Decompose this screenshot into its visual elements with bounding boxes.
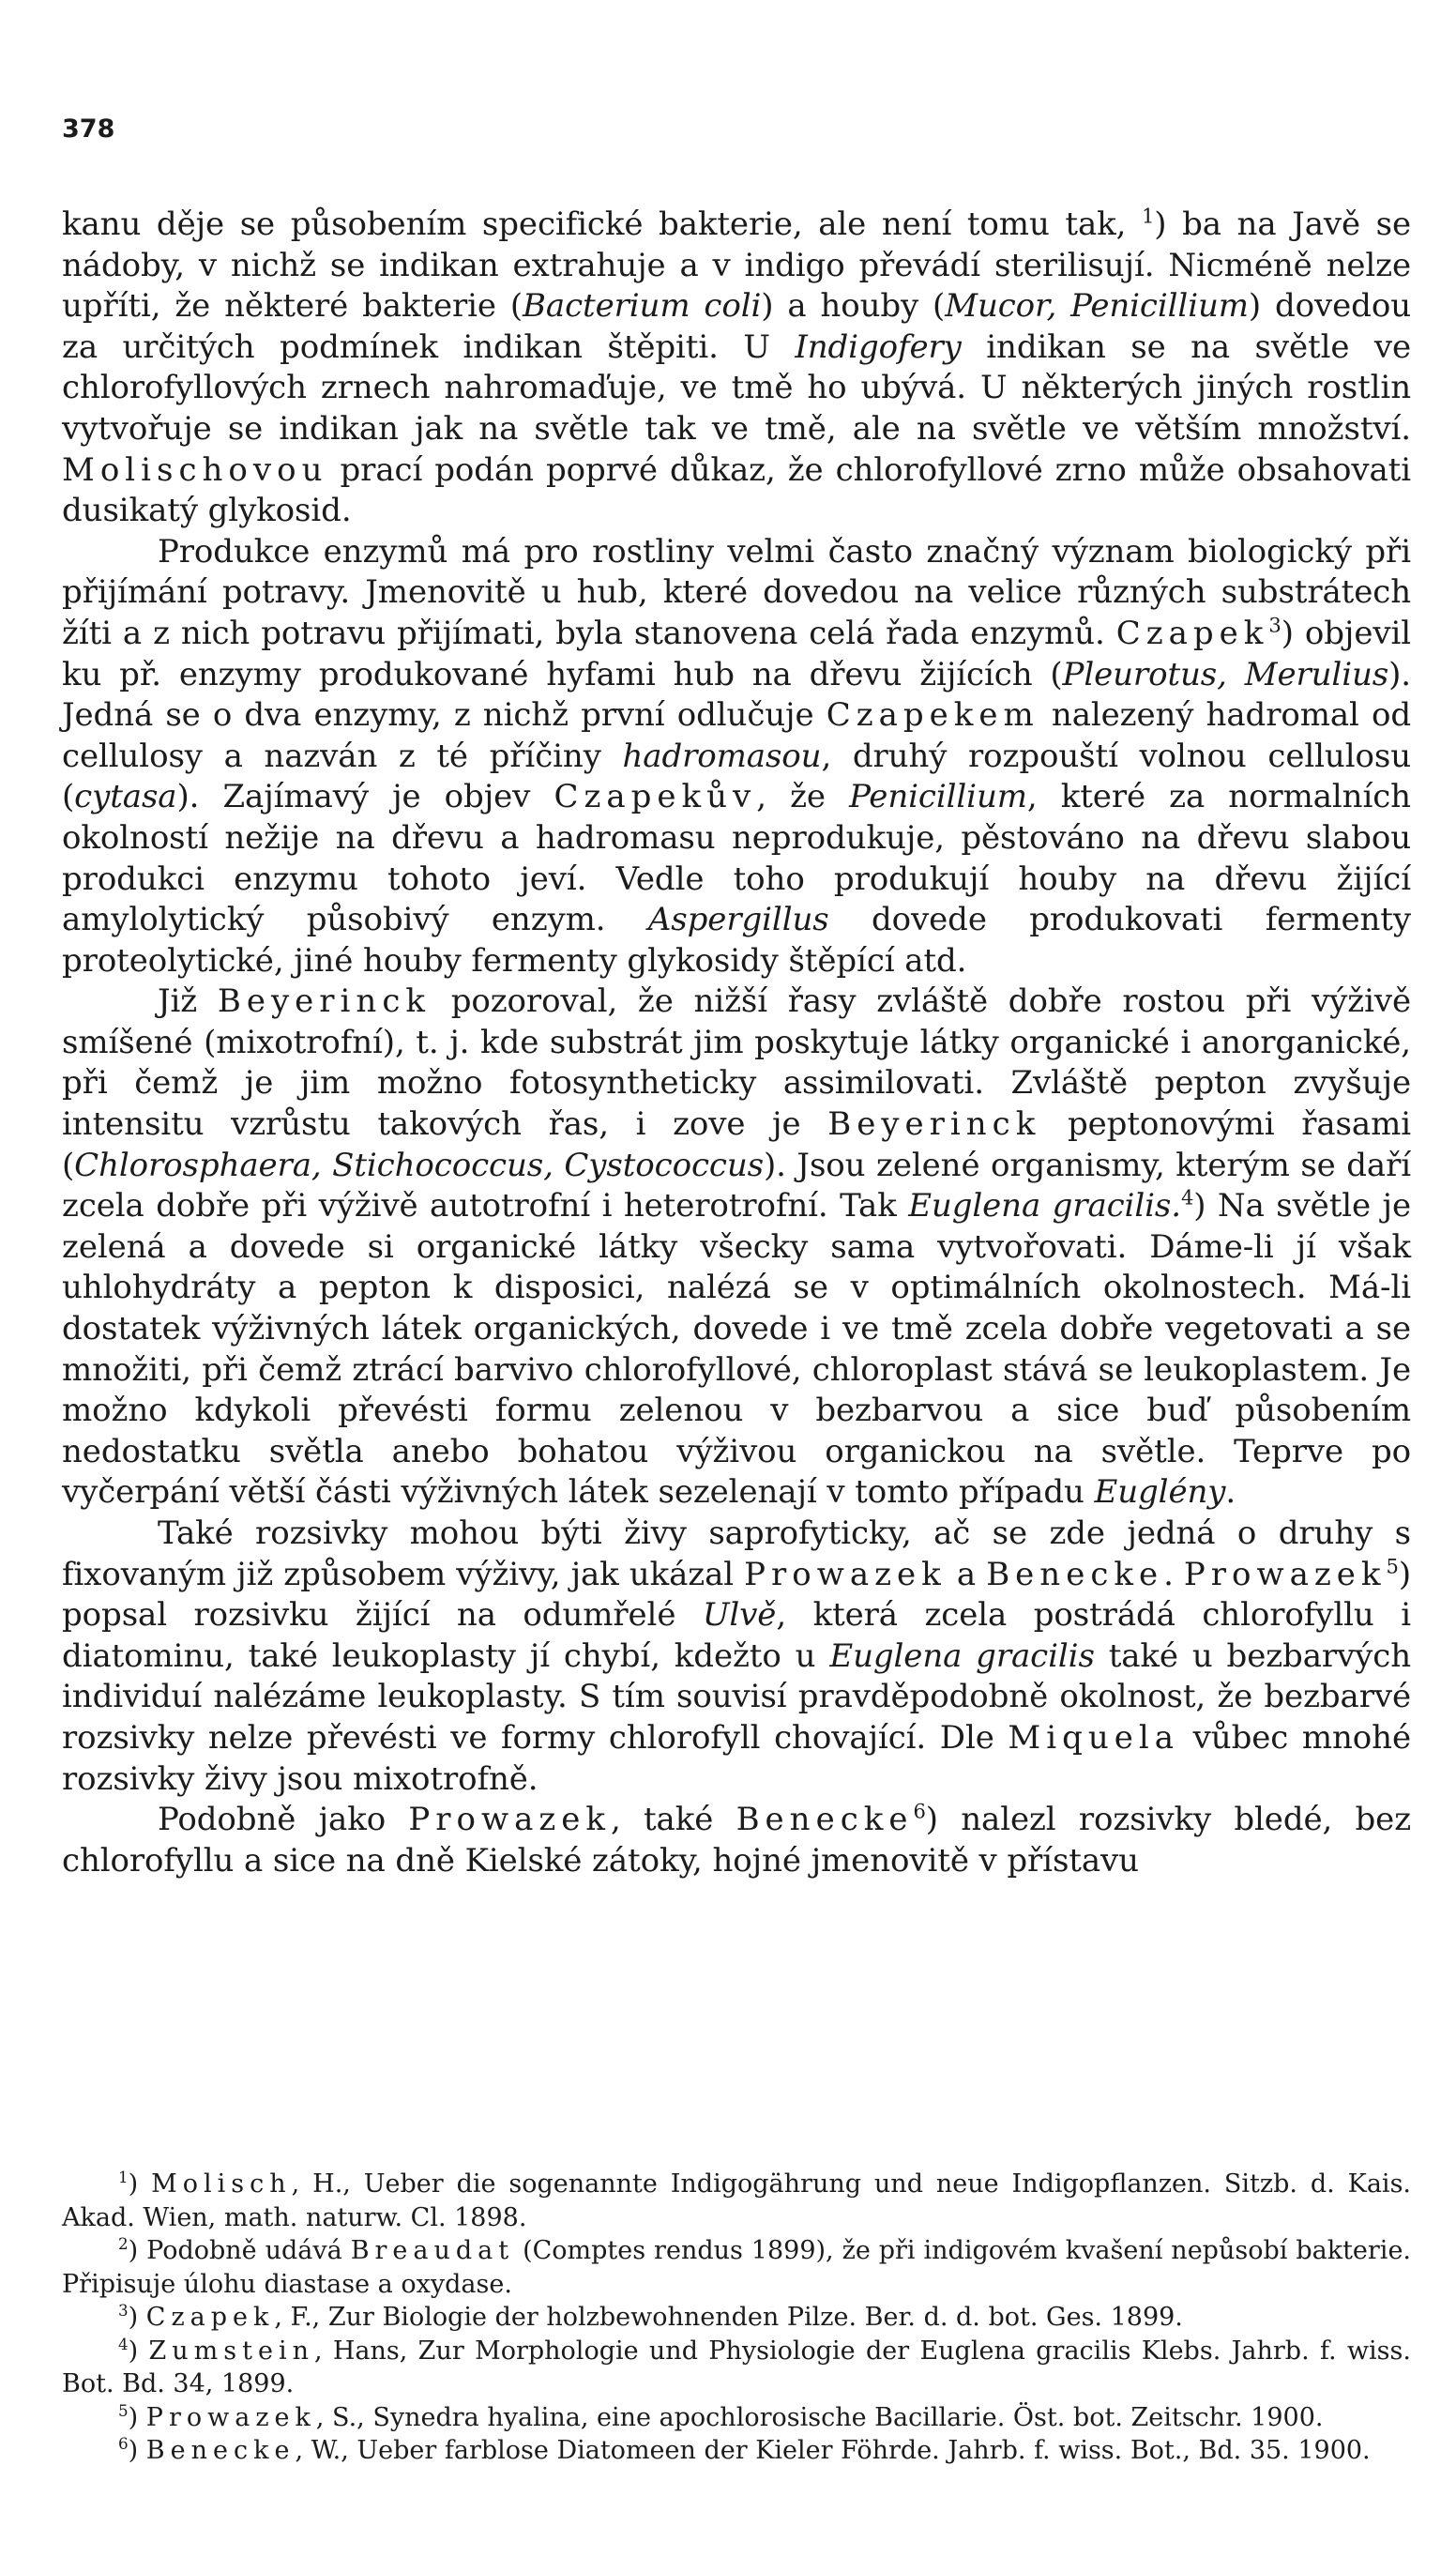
page-number: 378 bbox=[62, 114, 115, 144]
body-paragraph: Podobně jako Prowazek, také Benecke$^6$) nalezl rozsivky bledé, bez chlorofyllu a sice na dně Kielské zátoky, hojné jmenovitě v přístavu bbox=[62, 1799, 1412, 1880]
body-paragraph: Již Beyerinck pozoroval, že nižší řasy zvláště dobře rostou při výživě smíšené (mixotrofní), t. j. kde substrát jim poskytuje látky organické i anorganické, při čemž je jim možno fotosyntheticky assimilovati. Zvláště pepton zvyšuje intensitu vzrůstu takových řas, i zove je Beyerinck peptonovými řasami (Chlorosphaera, Stichococcus, Cystococcus). Jsou zelené organismy, kterým se daří zcela dobře při výživě autotrofní i heterotrofní. Tak Euglena gracilis.$^4$) Na světle je zelená a dovede si organické látky všecky sama vytvořovati. Dáme-li jí však uhlohydráty a pepton k disposici, nalézá se v optimálních okolnostech. Má-li dostatek výživných látek organických, dovede i ve tmě zcela dobře vegetovati a se množiti, při čemž ztrácí barvivo chlorofyllové, chloroplast stává se leukoplastem. Je možno kdykoli převésti formu zelenou v bezbarvou a sice buď působením nedostatku světla anebo bohatou výživou organickou na světle. Teprve po vyčerpání větší části výživných látek sezelenají v tomto případu Euglény. bbox=[62, 982, 1412, 1512]
footnote: $^6$) Benecke, W., Ueber farblose Diatomeen der Kieler Föhrde. Jahrb. f. wiss. Bot., Bd. 35. 1900. bbox=[118, 2433, 1371, 2465]
footnote: $^5$) Prowazek, S., Synedra hyalina, eine apochlorosische Bacillarie. Öst. bot. Zeitschr. 1900. bbox=[118, 2400, 1324, 2432]
body-paragraph: Také rozsivky mohou býti živy saprofyticky, ač se zde jedná o druhy s fixovaným již způsobem výživy, jak ukázal Prowazek a Benecke. Prowazek$^5$) popsal rozsivku žijící na odumřelé Ulvě, která zcela postrádá chlorofyllu i diatominu, také leukoplasty jí chybí, kdežto u Euglena gracilis také u bezbarvých individuí nalézáme leukoplasty. S tím souvisí pravděpodobně okolnost, že bezbarvé rozsivky nelze převésti ve formy chlorofyll chovající. Dle Miquela vůbec mnohé rozsivky živy jsou mixotrofně. bbox=[62, 1514, 1411, 1798]
body-text bbox=[62, 205, 1411, 1881]
footnote: $^4$) Zumstein, Hans, Zur Morphologie und Physiologie der Euglena gracilis Klebs. Jahrb. f. wiss. Bot. Bd. 34, 1899. bbox=[62, 2334, 1411, 2398]
footnote: $^1$) Molisch, H., Ueber die sogenannte Indigogährung und neue Indigopflanzen. Sitzb. d. Kais. Akad. Wien, math. naturw. Cl. 1898. bbox=[62, 2167, 1412, 2232]
body-paragraph: Produkce enzymů má pro rostliny velmi často značný význam biologický při přijímání potravy. Jmenovitě u hub, které dovedou na velice různých substrátech žíti a z nich potravu přijímati, byla stanovena celá řada enzymů. Czapek$^3$) objevil ku př. enzymy produkované hyfami hub na dřevu žijících (Pleurotus, Merulius). Jedná se o dva enzymy, z nichž první odlučuje Czapekem nalezený hadromal od cellulosy a nazván z té příčiny hadromasou, druhý rozpouští volnou cellulosu (cytasa). Zajímavý je objev Czapekův, že Penicillium, které za normalních okolností nežije na dřevu a hadromasu neprodukuje, pěstováno na dřevu slabou produkci enzymu tohoto jeví. Vedle toho produkují houby na dřevu žijící amylolytický působivý enzym. Aspergillus dovede produkovati fermenty proteolytické, jiné houby fermenty glykosidy štěpící atd. bbox=[62, 532, 1412, 980]
footnote: $^2$) Podobně udává Breaudat (Comptes rendus 1899), že při indigovém kvašení nepůsobí bakterie. Připisuje úlohu diastase a oxydase. bbox=[62, 2233, 1411, 2299]
body-paragraph: kanu děje se působením specifické bakterie, ale není tomu tak, $^1$) ba na Javě se nádoby, v nichž se indikan extrahuje a v indigo převádí sterilisují. Nicméně nelze upříti, že některé bakterie (Bacterium coli) a houby (Mucor, Penicillium) dovedou za určitých podmínek indikan štěpiti. U Indigofery indikan se na světle ve chlorofyllových zrnech nahromaďuje, ve tmě ho ubývá. U některých jiných rostlin vytvořuje se indikan jak na světle tak ve tmě, ale na světle ve větším množství. Molischovou prací podán poprvé důkaz, že chlorofyllové zrno může obsahovati dusikatý glykosid. bbox=[62, 204, 1411, 530]
footnotes bbox=[62, 2168, 1411, 2468]
footnote: $^3$) Czapek, F., Zur Biologie der holzbewohnenden Pilze. Ber. d. d. bot. Ges. 1899. bbox=[118, 2300, 1183, 2332]
